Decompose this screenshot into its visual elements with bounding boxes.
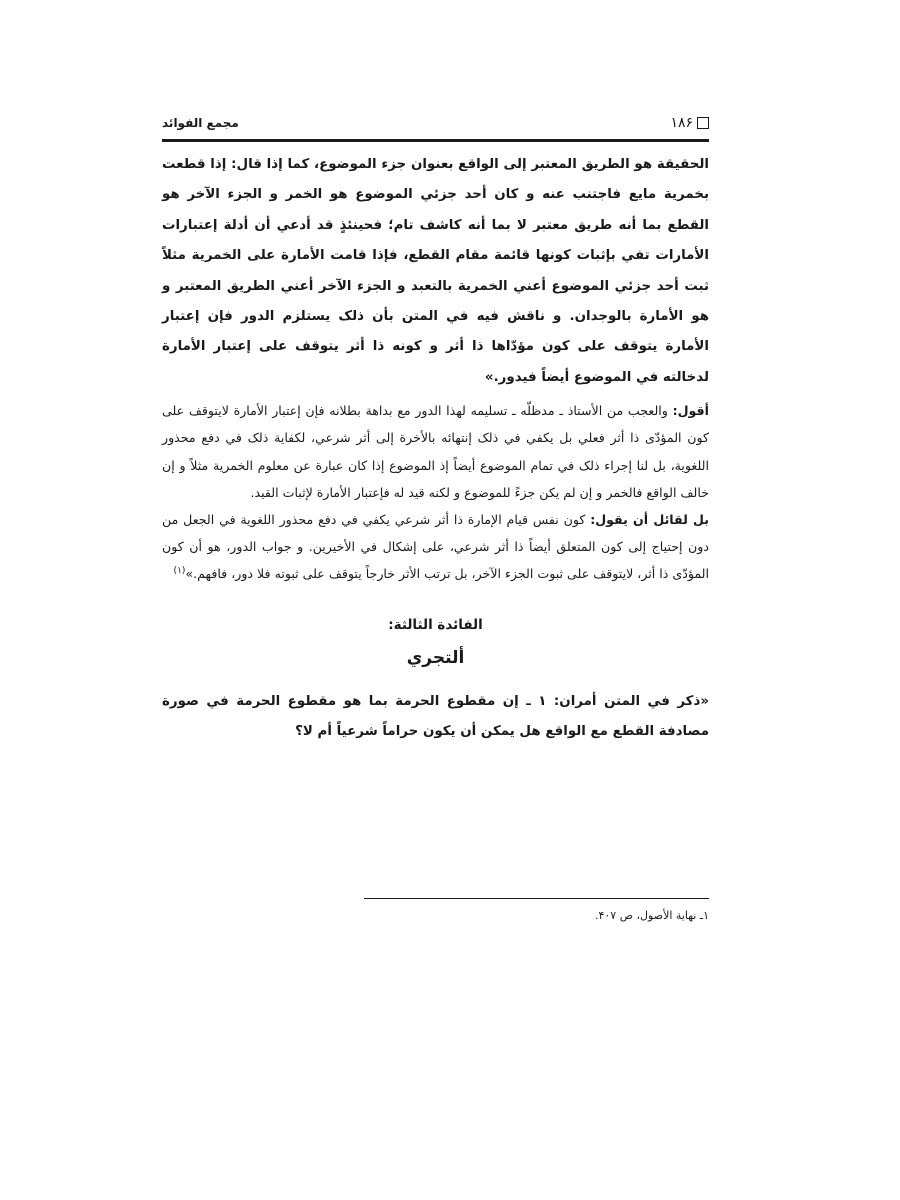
section-title: ألتجري [406,647,465,668]
page [162,0,709,1200]
paragraph-lead: بل لقائل أن يقول: [590,512,709,528]
paragraph-lead: أقول: [672,403,709,419]
page-header [162,113,709,141]
commentary-paragraph-2 [162,506,709,588]
quoted-passage-1: الحقيقة هو الطريق المعتبر إلى الواقع بعنوان جزء الموضوع، كما إذا قال: إذا قطعت بخمرية مايع فاجتنب عنه و كان أحد جزئي الموضوع هو الخمر و الجزء الآخر هو القطع بما أنه طريق معتبر لا بما أنه كاشف تام؛ فحينئذٍ قد أدعي أن أدلة إعتبارات الأمارات تفي بإثبات كونها قائمة مقام القطع، فإذا قامت الأمارة على الخمرية مثلاً ثبت أحد جزئي الموضوع أعني الخمرية بالتعبد و الجزء الآخر أعني الطريق المعتبر و هو الأمارة بالوجدان. و ناقش فيه في المتن بأن ذلک يستلزم الدور فإن إعتبار الأمارة يتوقف على كون مؤدّاها ذا أثر و كونه ذا أثر يتوقف على إعتبار الأمارة لدخالته في الموضوع أيضاً فيدور.» [162,157,709,385]
page-number [670,115,709,131]
running-title: مجمع الفوائد [162,116,239,130]
section-label: الفائدة الثالثة: [388,616,483,633]
header-rule [162,139,709,142]
square-icon [697,117,709,129]
footnote-rule [364,898,709,899]
paragraph-text: كون نفس قيام الإمارة ذا أثر شرعي يكفي في دفع محذور اللغوية في الجعل من دون إحتياج إلى كون المتعلق أيضاً ذا أثر شرعي، على إشكال في الأخيرين. و جواب الدور، هو أن كون المؤدّى ذا أثر، لايتوقف على ثبوت الجزء الآخر، بل ترتب الأثر خارجاً يتوقف على ثبوته فلا دور، فافهم.» [162,512,709,582]
footnote: ١ـ نهاية الأصول، ص ۴٠٧. [594,909,709,922]
page-body [162,150,709,747]
footnote-reference: (١) [173,566,186,577]
commentary-paragraph-1 [162,397,709,506]
page-number-text: ١٨۶ [670,115,693,131]
quoted-passage-2: «ذكر في المتن أمران: ١ ـ إن مقطوع الحرمة بما هو مقطوع الحرمة في صورة مصادفة القطع مع الواقع هل يمكن أن يكون حراماً شرعياً أم لا؟ [162,693,709,740]
paragraph-text: والعجب من الأستاذ ـ مدظلّه ـ تسليمه لهذا الدور مع بداهة بطلانه فإن إعتبار الأمارة لايتوقف على كون المؤدّى ذا أثر فعلي بل يكفي في ذلک إنتهائه بالأخرة إلى أثر شرعي، لكفاية ذلک في دفع محذور اللغوية، بل لنا إجراء ذلک في تمام الموضوع أيضاً إذ الموضوع إذا كان عبارة عن معلوم الخمرية مثلاً و إن خالف الواقع فالخمر و إن لم يكن جزءً للموضوع و لكنه قيد له فإعتبار الأمارة لإثبات القيد. [162,403,709,500]
